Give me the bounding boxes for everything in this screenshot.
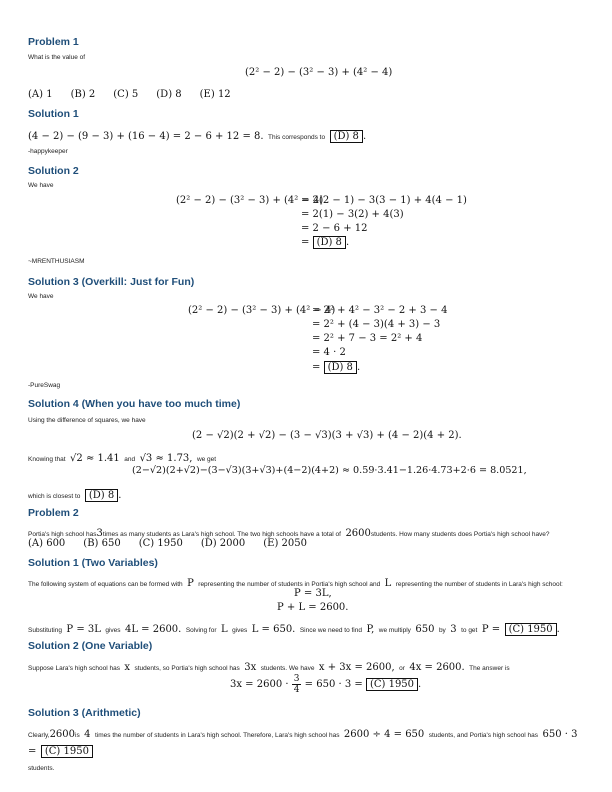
denominator: 4	[293, 685, 300, 695]
problem-1-prompt: What is the value of	[28, 54, 86, 61]
math: √3 ≈ 1.73,	[139, 453, 193, 464]
author: ~MRENTHUSIASM	[28, 258, 85, 265]
answer-line: = (D) 8 .	[312, 362, 361, 373]
text: students. How many students does Portia's high school have?	[370, 531, 550, 538]
math: √2 ≈ 1.41	[70, 453, 120, 464]
text: times the number of students in Lara's high school. Therefore, Lara's high school has	[95, 732, 340, 739]
boxed-answer: (C) 1950	[366, 678, 418, 691]
boxed-answer: (D) 8	[330, 130, 363, 143]
math: 3	[450, 624, 457, 635]
math: x	[124, 662, 131, 673]
line: = 2 − 6 + 12	[301, 223, 368, 234]
text: Substituting	[28, 627, 62, 634]
math: 650 · 3 =	[28, 729, 578, 757]
problem-1-choices	[28, 89, 249, 100]
choice: (E) 2050	[263, 538, 307, 549]
author: -happykeeper	[28, 148, 68, 155]
choice: (C) 5	[113, 89, 139, 100]
p2-solution-1-heading: Solution 1 (Two Variables)	[28, 557, 158, 569]
arithmetic-paragraph	[28, 726, 584, 776]
one-variable-line	[28, 657, 510, 675]
math: P,	[366, 624, 375, 635]
math: 4	[84, 729, 91, 740]
text: students. We have	[260, 665, 315, 672]
p1-solution-1-body: (4 − 2) − (9 − 3) + (16 − 4) = 2 − 6 + 12 = 8. This corresponds to (D) 8 .	[28, 131, 367, 142]
text: Since we need to find	[299, 627, 362, 634]
expression: (2 − √2)(2 + √2) − (3 − √3)(3 + √3) + (4 − 2)(4 + 2).	[192, 430, 462, 441]
math: 2600 ÷ 4 = 650	[343, 729, 425, 740]
math: 3x = 2600 ·	[230, 679, 289, 690]
problem-1-expression: (2² − 2) − (3² − 3) + (4² − 4)	[245, 67, 393, 78]
answer-line: = (D) 8 .	[301, 237, 350, 248]
math: (4 − 2) − (9 − 3) + (16 − 4) = 2 − 6 + 12 = 8.	[28, 131, 264, 142]
math: 4L = 2600.	[124, 624, 182, 635]
intro: We have	[28, 293, 54, 300]
p2-solution-2-heading: Solution 2 (One Variable)	[28, 640, 153, 652]
math: = 650 · 3 =	[304, 679, 363, 690]
p1-solution-3-heading: Solution 3 (Overkill: Just for Fun)	[28, 276, 195, 288]
math: 3	[96, 528, 103, 539]
p2-solution-3-heading: Solution 3 (Arithmetic)	[28, 707, 141, 719]
choice: (D) 8	[156, 89, 182, 100]
p1-solution-1-heading: Solution 1	[28, 108, 79, 120]
fraction	[292, 674, 302, 695]
math: 650	[415, 624, 435, 635]
text: students.	[28, 765, 55, 772]
text: gives	[105, 627, 121, 634]
choice: (D) 2000	[200, 538, 246, 549]
substitution-line: Substituting P = 3L gives 4L = 2600. Solving for L gives L = 650. Since we need to find P, we multiply 650 by 3 to get P = (C) 1950 .	[28, 624, 560, 635]
math: 2600	[345, 528, 371, 539]
line: = 2(1) − 3(2) + 4(3)	[301, 209, 404, 220]
math: P =	[481, 624, 501, 635]
text: This corresponds to	[268, 134, 326, 141]
text: Portia's high school has	[28, 531, 97, 538]
problem-1-heading: Problem 1	[28, 36, 79, 48]
text: Clearly,	[28, 732, 50, 739]
lhs: (2² − 2) − (3² − 3) + (4² − 4)	[176, 195, 324, 206]
text: we multiply	[378, 627, 411, 634]
boxed-answer: (D) 8	[313, 236, 346, 249]
text: or	[399, 665, 405, 672]
line: = 2² + (4 − 3)(4 + 3) − 3	[312, 319, 441, 330]
math: 4x = 2600.	[409, 662, 465, 673]
text: students, so Portia's high school has	[134, 665, 240, 672]
text: we get	[196, 456, 217, 463]
math: 2600	[49, 729, 76, 740]
numerator: 3	[293, 674, 300, 684]
choice: (A) 600	[28, 538, 66, 549]
equation-2: P + L = 2600.	[277, 602, 349, 613]
text: Suppose Lara's high school has	[28, 665, 120, 672]
line: = 2(2 − 1) − 3(3 − 1) + 4(4 − 1)	[301, 195, 467, 206]
choice: (B) 650	[83, 538, 121, 549]
line: = 2² + 7 − 3 = 2² + 4	[312, 333, 423, 344]
boxed-answer: (C) 1950	[505, 623, 557, 636]
text: representing the number of students in Portia's high school and	[198, 581, 381, 588]
text: to get	[461, 627, 478, 634]
text: and	[124, 456, 136, 463]
text: The answer is	[469, 665, 510, 672]
problem-2-heading: Problem 2	[28, 507, 79, 519]
author: -PureSwag	[28, 382, 61, 389]
text: students, and Portia's high school has	[428, 732, 539, 739]
line: = 4 · 2	[312, 347, 346, 358]
p1-solution-4-heading: Solution 4 (When you have too much time)	[28, 398, 241, 410]
text: is	[75, 732, 80, 739]
line: = 2² + 4² − 3² − 2 + 3 − 4	[312, 305, 448, 316]
text: gives	[232, 627, 248, 634]
problem-2-choices	[28, 538, 325, 549]
lhs: (2² − 2) − (3² − 3) + (4² − 4)	[188, 305, 336, 316]
math: L	[384, 578, 392, 589]
boxed-answer: (C) 1950	[41, 745, 93, 758]
text: The following system of equations can be formed with	[28, 581, 183, 588]
knowing-line	[28, 448, 216, 466]
intro: We have	[28, 182, 54, 189]
math: 3x	[244, 662, 257, 673]
closest-line: which is closest to (D) 8 .	[28, 490, 122, 501]
answer-equation: 3x = 2600 · $\frac{3}{4}$ = 650 · 3 = (C) 1950 .	[230, 674, 422, 695]
math: L = 650.	[251, 624, 296, 635]
boxed-answer: (D) 8	[85, 489, 118, 502]
text: representing the number of students in Lara's high school:	[395, 581, 563, 588]
text: Knowing that	[28, 456, 66, 463]
math: P = 3L	[66, 624, 101, 635]
expression-2: (2−√2)(2+√2)−(3−√3)(3+√3)+(4−2)(4+2) ≈ 0.59·3.41−1.26·4.73+2·6 = 8.0521,	[132, 465, 527, 476]
intro: Using the difference of squares, we have	[28, 417, 146, 424]
math: x + 3x = 2600,	[318, 662, 395, 673]
text: times as many students as Lara's high school. The two high schools have a total of	[102, 531, 341, 538]
equation-1: P = 3L,	[294, 588, 332, 599]
choice: (E) 12	[199, 89, 231, 100]
choice: (C) 1950	[138, 538, 183, 549]
text: by	[438, 627, 446, 634]
math: L	[220, 624, 228, 635]
text: which is closest to	[28, 493, 81, 500]
choice: (A) 1	[28, 89, 53, 100]
boxed-answer: (D) 8	[324, 361, 357, 374]
p1-solution-2-heading: Solution 2	[28, 165, 79, 177]
text: Solving for	[185, 627, 217, 634]
choice: (B) 2	[70, 89, 96, 100]
math: P	[187, 578, 194, 589]
